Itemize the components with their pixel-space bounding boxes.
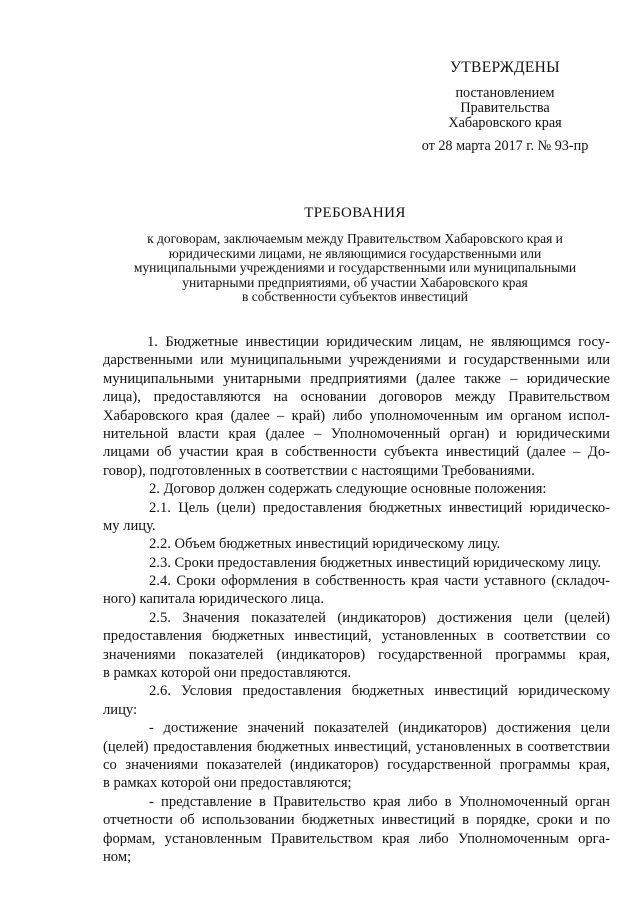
body-line: 1. Бюджетные инвестиции юридическим лицам, не являющимся госу- bbox=[147, 334, 610, 350]
subtitle-line: к договорам, заключаемым между Правительством Хабаровского края и bbox=[147, 231, 563, 246]
body-line: 2. Договор должен содержать следующие основные положения: bbox=[149, 481, 547, 498]
subtitle-line: муниципальными учреждениями и государственными или муниципальными bbox=[133, 260, 577, 275]
body-line: Хабаровского края (далее – край) либо уполномоченным им органом испол- bbox=[103, 407, 610, 424]
body-line: в рамках которой они предоставляются. bbox=[103, 665, 352, 682]
subtitle-line: унитарными предприятиями, об участии Хабаровского края bbox=[182, 274, 528, 290]
body-line: лицу: bbox=[103, 701, 138, 718]
body-line: со значениями показателей (индикаторов) государственной программы края, bbox=[103, 756, 610, 773]
body-line: ном; bbox=[103, 848, 132, 865]
body-line: 2.1. Цель (цели) предоставления бюджетных инвестиций юридическо- bbox=[149, 499, 610, 516]
document-body bbox=[103, 333, 610, 866]
approval-date: от 28 марта 2017 г. № 93-пр bbox=[421, 138, 589, 154]
subtitle-line: юридическими лицами, не являющимися государственными или bbox=[168, 245, 542, 261]
body-line: (целей) предоставления бюджетных инвестиций, установленных в соответствии bbox=[103, 738, 610, 755]
body-line: предоставления бюджетных инвестиций, установленных в соответствии со bbox=[103, 628, 610, 645]
body-line: 2.4. Сроки оформления в собственность края части уставного (складоч- bbox=[149, 573, 610, 590]
body-line: отчетности об использовании бюджетных инвестиций в порядке, сроки и по bbox=[103, 812, 610, 829]
body-line: значениями показателей (индикаторов) государственной программы края, bbox=[103, 646, 610, 663]
body-line: дарственными или муниципальными учреждениями и государственными или bbox=[103, 352, 610, 369]
body-line: - достижение значений показателей (индикаторов) достижения цели bbox=[149, 720, 610, 737]
body-line: в рамках которой они предоставляются; bbox=[103, 775, 352, 792]
body-line: 2.6. Условия предоставления бюджетных инвестиций юридическому bbox=[149, 683, 610, 700]
approved-gov-line: Правительства bbox=[460, 100, 550, 116]
approval-stamp bbox=[400, 60, 610, 154]
body-line: формам, установленным Правительством края либо Уполномоченным орга- bbox=[103, 830, 610, 847]
body-line: 2.3. Сроки предоставления бюджетных инвестиций юридическому лицу. bbox=[149, 554, 602, 571]
body-line: му лицу. bbox=[103, 517, 156, 534]
approved-heading: УТВЕРЖДЕНЫ bbox=[450, 59, 560, 76]
document-title: ТРЕБОВАНИЯ bbox=[304, 205, 406, 221]
subtitle-line: в собственности субъектов инвестиций bbox=[242, 289, 468, 304]
body-line: 2.2. Объем бюджетных инвестиций юридическому лицу. bbox=[149, 536, 501, 553]
body-line: лица), предоставляются на основании договоров между Правительством bbox=[103, 389, 610, 406]
body-line: - представление в Правительство края либо в Уполномоченный орган bbox=[149, 793, 610, 810]
body-line: ного) капитала юридического лица. bbox=[103, 591, 325, 608]
document-subtitle bbox=[100, 232, 610, 305]
body-line: говор), подготовленных в соответствии с настоящими Требованиями. bbox=[103, 462, 535, 479]
approved-region-line: Хабаровского края bbox=[448, 115, 562, 131]
body-line: лицами об участии края в собственности субъекта инвестиций (далее – До- bbox=[103, 444, 610, 461]
body-line: муниципальными унитарными предприятиями (далее также – юридические bbox=[103, 370, 610, 387]
body-line: нительной власти края (далее – Уполномоченный орган) и юридическими bbox=[103, 425, 610, 442]
approved-by-line: постановлением bbox=[455, 85, 555, 101]
body-line: 2.5. Значения показателей (индикаторов) достижения цели (целей) bbox=[149, 609, 610, 626]
